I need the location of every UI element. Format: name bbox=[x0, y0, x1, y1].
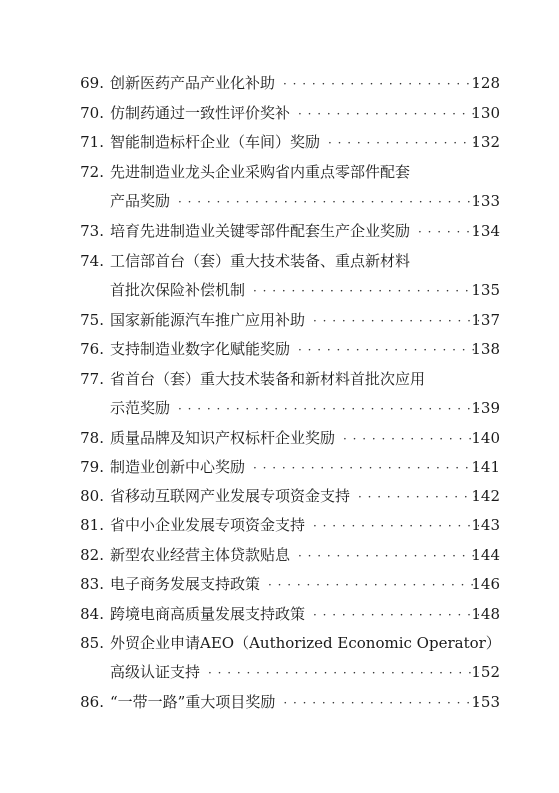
dot-leader bbox=[313, 309, 479, 333]
entry-number: 75. bbox=[80, 311, 104, 329]
toc-entry[interactable] bbox=[0, 455, 559, 479]
entry-page-number: 134 bbox=[471, 222, 500, 240]
entry-page-number: 137 bbox=[471, 311, 500, 329]
toc-entry[interactable] bbox=[0, 690, 559, 714]
dot-leader bbox=[268, 573, 479, 597]
entry-page-number: 152 bbox=[471, 663, 500, 681]
dot-leader bbox=[343, 427, 479, 451]
entry-title: 仿制药通过一致性评价奖补 bbox=[110, 104, 291, 122]
toc-entry[interactable] bbox=[0, 160, 559, 213]
dot-leader bbox=[328, 131, 479, 155]
entry-title-continued: 产品奖励 bbox=[110, 192, 171, 210]
dot-leader bbox=[298, 544, 479, 568]
dot-leader bbox=[283, 691, 479, 715]
entry-number: 85. bbox=[80, 634, 104, 652]
toc-entry[interactable] bbox=[0, 631, 559, 684]
entry-title: 质量品牌及知识产权标杆企业奖励 bbox=[110, 429, 336, 447]
entry-number: 84. bbox=[80, 605, 104, 623]
entry-page-number: 128 bbox=[471, 74, 500, 92]
dot-leader bbox=[178, 190, 479, 214]
dot-leader bbox=[253, 279, 479, 303]
toc-entry[interactable] bbox=[0, 602, 559, 626]
dot-leader bbox=[313, 514, 479, 538]
toc-entry[interactable] bbox=[0, 367, 559, 420]
entry-page-number: 144 bbox=[471, 546, 500, 564]
entry-title: 创新医药产品产业化补助 bbox=[110, 74, 276, 92]
entry-number: 82. bbox=[80, 546, 104, 564]
entry-title: 外贸企业申请AEO（Authorized Economic Operator） bbox=[110, 634, 501, 652]
entry-page-number: 138 bbox=[471, 340, 500, 358]
entry-title-continued: 高级认证支持 bbox=[110, 663, 201, 681]
entry-title-continued: 示范奖励 bbox=[110, 399, 171, 417]
entry-number: 76. bbox=[80, 340, 104, 358]
dot-leader bbox=[178, 397, 479, 421]
entry-title: 省首台（套）重大技术装备和新材料首批次应用 bbox=[110, 370, 426, 388]
entry-page-number: 141 bbox=[471, 458, 500, 476]
dot-leader bbox=[313, 603, 479, 627]
entry-number: 69. bbox=[80, 74, 104, 92]
entry-title: 跨境电商高质量发展支持政策 bbox=[110, 605, 306, 623]
entry-title: 省中小企业发展专项资金支持 bbox=[110, 516, 306, 534]
toc-entry[interactable] bbox=[0, 543, 559, 567]
entry-page-number: 130 bbox=[471, 104, 500, 122]
entry-page-number: 140 bbox=[471, 429, 500, 447]
entry-number: 79. bbox=[80, 458, 104, 476]
entry-title: 支持制造业数字化赋能奖励 bbox=[110, 340, 291, 358]
toc-entry[interactable] bbox=[0, 484, 559, 508]
entry-title: 国家新能源汽车推广应用补助 bbox=[110, 311, 306, 329]
entry-title: 先进制造业龙头企业采购省内重点零部件配套 bbox=[110, 163, 411, 181]
entry-number: 78. bbox=[80, 429, 104, 447]
entry-number: 70. bbox=[80, 104, 104, 122]
entry-number: 72. bbox=[80, 163, 104, 181]
entry-page-number: 135 bbox=[471, 281, 500, 299]
toc-entry[interactable] bbox=[0, 513, 559, 537]
entry-title: 智能制造标杆企业（车间）奖励 bbox=[110, 133, 321, 151]
entry-number: 81. bbox=[80, 516, 104, 534]
dot-leader bbox=[358, 485, 479, 509]
entry-title: 电子商务发展支持政策 bbox=[110, 575, 261, 593]
entry-page-number: 148 bbox=[471, 605, 500, 623]
entry-page-number: 143 bbox=[471, 516, 500, 534]
entry-number: 80. bbox=[80, 487, 104, 505]
entry-number: 83. bbox=[80, 575, 104, 593]
dot-leader bbox=[253, 456, 479, 480]
entry-title-continued: 首批次保险补偿机制 bbox=[110, 281, 246, 299]
entry-page-number: 142 bbox=[471, 487, 500, 505]
entry-title: 制造业创新中心奖励 bbox=[110, 458, 246, 476]
dot-leader bbox=[298, 338, 479, 362]
toc-entry[interactable] bbox=[0, 130, 559, 154]
dot-leader bbox=[208, 661, 479, 685]
toc-entry[interactable] bbox=[0, 219, 559, 243]
entry-number: 74. bbox=[80, 252, 104, 270]
entry-title: 新型农业经营主体贷款贴息 bbox=[110, 546, 291, 564]
entry-number: 86. bbox=[80, 693, 104, 711]
toc-entry[interactable] bbox=[0, 71, 559, 95]
entry-title: 省移动互联网产业发展专项资金支持 bbox=[110, 487, 351, 505]
entry-title: “一带一路”重大项目奖励 bbox=[110, 693, 276, 711]
entry-number: 73. bbox=[80, 222, 104, 240]
entry-number: 71. bbox=[80, 133, 104, 151]
dot-leader bbox=[298, 102, 479, 126]
toc-entry[interactable] bbox=[0, 337, 559, 361]
entry-page-number: 153 bbox=[471, 693, 500, 711]
entry-title: 培育先进制造业关键零部件配套生产企业奖励 bbox=[110, 222, 411, 240]
entry-page-number: 139 bbox=[471, 399, 500, 417]
entry-page-number: 133 bbox=[471, 192, 500, 210]
toc-entry[interactable] bbox=[0, 426, 559, 450]
dot-leader bbox=[283, 72, 479, 96]
entry-page-number: 146 bbox=[471, 575, 500, 593]
toc-entry[interactable] bbox=[0, 308, 559, 332]
entry-page-number: 132 bbox=[471, 133, 500, 151]
toc-entry[interactable] bbox=[0, 101, 559, 125]
entry-number: 77. bbox=[80, 370, 104, 388]
entry-title: 工信部首台（套）重大技术装备、重点新材料 bbox=[110, 252, 411, 270]
toc-entry[interactable] bbox=[0, 572, 559, 596]
toc-entry[interactable] bbox=[0, 249, 559, 302]
